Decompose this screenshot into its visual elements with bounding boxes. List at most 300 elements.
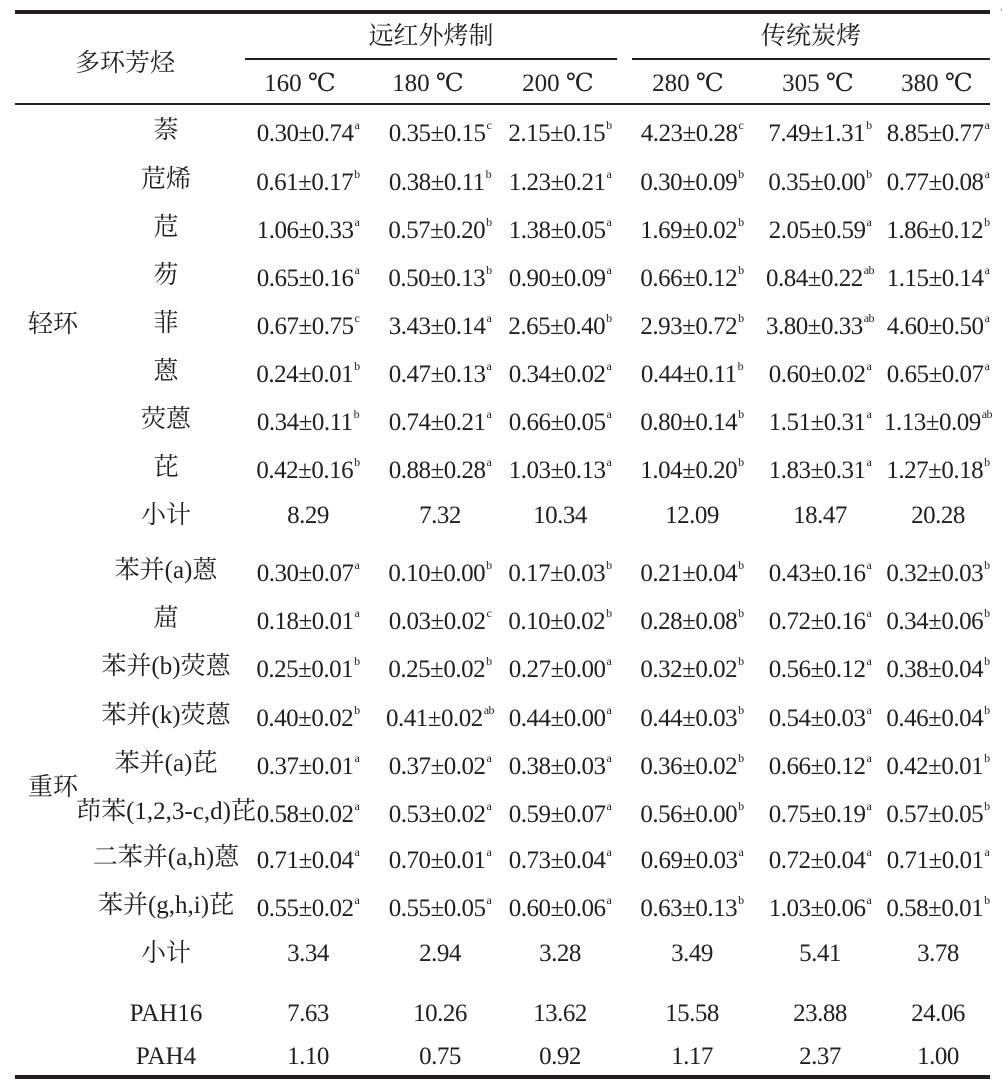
value-cell: [769, 888, 872, 924]
value-cell: [509, 840, 612, 876]
value-text: 0.46±0.04: [886, 705, 984, 733]
row-label: 苯并(a)蒽: [114, 557, 218, 584]
value-cell: [640, 258, 743, 294]
value-text: 1.04±0.20: [640, 457, 738, 485]
value-cell: [257, 601, 360, 637]
significance-letter: a: [606, 844, 612, 859]
significance-letter: c: [354, 310, 360, 325]
value-cell: [766, 258, 874, 294]
value-text: 0.10±0.00: [388, 560, 486, 588]
value-cell: [257, 888, 360, 924]
significance-letter: a: [866, 605, 872, 620]
value-cell: [257, 113, 360, 149]
value-text: 0.35±0.15: [388, 120, 486, 148]
value-cell: [413, 999, 467, 1029]
value-text: 1.69±0.02: [640, 217, 738, 245]
value-cell: [287, 1042, 329, 1072]
significance-letter: b: [486, 653, 492, 668]
section-label-light: 轻环: [27, 311, 79, 338]
value-text: 0.53±0.02: [388, 801, 486, 829]
value-cell: [388, 649, 491, 685]
value-text: 0.21±0.04: [640, 560, 738, 588]
value-text: 20.28: [911, 502, 965, 529]
row-label: 萘: [153, 117, 179, 144]
value-cell: [539, 939, 581, 969]
value-text: 0.75±0.19: [768, 801, 866, 829]
row-label: 小计: [140, 502, 192, 529]
significance-letter: b: [984, 892, 990, 907]
significance-letter: a: [866, 214, 872, 229]
value-cell: [389, 840, 492, 876]
value-text: 4.23±0.28: [640, 120, 738, 148]
value-text: 0.30±0.09: [640, 169, 738, 197]
value-cell: [388, 553, 491, 589]
significance-letter: b: [738, 262, 744, 277]
significance-letter: a: [354, 117, 360, 132]
significance-letter: b: [486, 262, 492, 277]
value-cell: [793, 999, 847, 1029]
value-cell: [533, 501, 587, 531]
value-cell: [640, 210, 743, 246]
row-label: 芘: [153, 454, 179, 481]
bottom-rule: [15, 1075, 990, 1079]
significance-letter: a: [984, 844, 990, 859]
value-text: 0.57±0.20: [388, 217, 486, 245]
value-cell: [769, 553, 872, 589]
value-cell: [508, 553, 611, 589]
value-text: 0.18±0.01: [256, 608, 354, 636]
value-text: 0.56±0.12: [768, 656, 866, 684]
value-cell: [389, 888, 492, 924]
row-label: 苯并(b)荧蒽: [101, 653, 231, 680]
value-cell: [389, 601, 492, 637]
significance-letter: a: [866, 406, 872, 421]
value-cell: [257, 794, 360, 830]
significance-letter: a: [354, 605, 360, 620]
value-cell: [389, 113, 492, 149]
row-label: 蒽: [153, 358, 179, 385]
value-text: 23.88: [793, 1000, 847, 1027]
significance-letter: b: [984, 454, 990, 469]
value-cell: [640, 162, 743, 198]
value-cell: [799, 1042, 841, 1072]
value-text: 12.09: [665, 502, 719, 529]
value-cell: [887, 258, 990, 294]
significance-letter: c: [486, 117, 492, 132]
value-cell: [769, 746, 872, 782]
value-text: 1.23±0.21: [508, 169, 606, 197]
value-cell: [509, 162, 612, 198]
significance-letter: a: [606, 214, 612, 229]
row-label: 苯并(k)荧蒽: [101, 702, 231, 729]
significance-letter: b: [354, 166, 360, 181]
significance-letter: b: [606, 117, 612, 132]
value-text: 0.72±0.16: [768, 608, 866, 636]
significance-letter: b: [354, 454, 360, 469]
row-label: 苯并(g,h,i)芘: [97, 892, 235, 919]
value-cell: [509, 888, 612, 924]
significance-letter: b: [738, 653, 744, 668]
significance-letter: c: [738, 117, 744, 132]
value-cell: [287, 939, 329, 969]
value-text: 0.70±0.01: [388, 847, 486, 875]
significance-letter: ab: [483, 702, 495, 717]
significance-letter: b: [738, 750, 744, 765]
value-cell: [769, 698, 872, 734]
significance-letter: b: [738, 605, 744, 620]
value-cell: [256, 162, 359, 198]
value-cell: [419, 501, 461, 531]
temp-header: 380 ℃: [901, 70, 973, 97]
value-cell: [256, 698, 359, 734]
significance-letter: a: [486, 798, 492, 813]
value-text: 0.25±0.01: [256, 656, 354, 684]
value-cell: [640, 649, 743, 685]
value-cell: [389, 794, 492, 830]
value-cell: [509, 649, 612, 685]
value-text: 0.17±0.03: [508, 560, 606, 588]
value-cell: [509, 794, 612, 830]
value-text: 1.13±0.09: [883, 409, 981, 437]
value-cell: [769, 601, 872, 637]
value-text: 0.40±0.02: [256, 705, 354, 733]
value-text: 0.37±0.01: [256, 753, 354, 781]
value-cell: [256, 649, 359, 685]
value-text: 0.44±0.00: [508, 705, 606, 733]
value-text: 1.03±0.06: [768, 895, 866, 923]
corner-mark: ¸: [999, 0, 1003, 11]
temp-header: 280 ℃: [652, 70, 724, 97]
value-cell: [257, 210, 360, 246]
value-cell: [257, 402, 359, 438]
significance-letter: ab: [863, 310, 875, 325]
value-cell: [640, 888, 743, 924]
row-label: 苊: [153, 214, 179, 241]
value-cell: [640, 794, 743, 830]
significance-letter: b: [866, 117, 872, 132]
group-rule-right: [632, 58, 990, 60]
value-text: 0.63±0.13: [640, 895, 738, 923]
value-text: 1.83±0.31: [768, 457, 866, 485]
significance-letter: a: [866, 358, 872, 373]
value-text: 0.65±0.16: [256, 265, 354, 293]
value-cell: [887, 840, 990, 876]
value-text: 1.86±0.12: [886, 217, 984, 245]
value-cell: [388, 210, 491, 246]
value-text: 8.85±0.77: [886, 120, 984, 148]
significance-letter: a: [606, 750, 612, 765]
significance-letter: a: [606, 653, 612, 668]
value-text: 13.62: [533, 1000, 587, 1027]
value-text: 0.32±0.03: [886, 560, 984, 588]
significance-letter: b: [486, 557, 492, 572]
value-cell: [886, 698, 989, 734]
value-cell: [508, 306, 611, 342]
value-cell: [389, 746, 492, 782]
significance-letter: b: [984, 702, 990, 717]
value-text: 0.30±0.07: [256, 560, 354, 588]
value-text: 0.34±0.06: [886, 608, 984, 636]
value-cell: [766, 306, 874, 342]
significance-letter: a: [606, 166, 612, 181]
significance-letter: a: [486, 750, 492, 765]
value-text: 0.66±0.12: [768, 753, 866, 781]
significance-letter: b: [738, 166, 744, 181]
significance-letter: ab: [863, 262, 875, 277]
value-text: 0.80±0.14: [640, 409, 738, 437]
value-text: 0.57±0.05: [886, 801, 984, 829]
value-cell: [665, 999, 719, 1029]
value-cell: [419, 939, 461, 969]
significance-letter: b: [738, 702, 744, 717]
value-cell: [799, 939, 841, 969]
value-text: 0.42±0.16: [256, 457, 354, 485]
value-cell: [886, 746, 989, 782]
temp-header: 305 ℃: [782, 70, 854, 97]
significance-letter: a: [984, 117, 990, 132]
significance-letter: b: [486, 214, 492, 229]
value-text: 0.88±0.28: [388, 457, 486, 485]
value-cell: [389, 306, 492, 342]
value-cell: [640, 746, 743, 782]
significance-letter: b: [738, 310, 744, 325]
significance-letter: b: [606, 310, 612, 325]
value-text: 3.34: [287, 940, 329, 967]
value-cell: [256, 354, 359, 390]
significance-letter: b: [984, 653, 990, 668]
value-cell: [508, 113, 611, 149]
value-cell: [886, 450, 989, 486]
value-cell: [886, 210, 989, 246]
value-text: 0.38±0.04: [886, 656, 984, 684]
value-cell: [769, 649, 872, 685]
value-cell: [886, 601, 989, 637]
value-cell: [886, 794, 989, 830]
value-cell: [257, 306, 360, 342]
value-text: 2.94: [419, 940, 461, 967]
significance-letter: a: [606, 798, 612, 813]
value-cell: [887, 354, 990, 390]
value-text: 2.37: [799, 1043, 841, 1070]
value-cell: [640, 450, 743, 486]
value-text: 0.92: [539, 1043, 581, 1070]
row-label: 菲: [153, 310, 179, 337]
group-charcoal: 传统炭烤: [760, 23, 862, 50]
header-rule: [15, 103, 990, 105]
significance-letter: a: [486, 358, 492, 373]
significance-letter: b: [738, 214, 744, 229]
significance-letter: a: [606, 262, 612, 277]
temp-header: 160 ℃: [264, 70, 336, 97]
value-text: 0.59±0.07: [508, 801, 606, 829]
value-text: 0.55±0.02: [256, 895, 354, 923]
value-cell: [389, 162, 491, 198]
significance-letter: b: [354, 702, 360, 717]
value-text: 10.26: [413, 1000, 467, 1027]
value-text: 0.65±0.07: [886, 361, 984, 389]
value-cell: [389, 402, 492, 438]
value-cell: [887, 306, 990, 342]
value-text: 0.61±0.17: [256, 169, 354, 197]
value-cell: [911, 999, 965, 1029]
value-text: 0.84±0.22: [765, 265, 863, 293]
value-text: 0.44±0.11: [640, 361, 737, 389]
value-cell: [640, 698, 743, 734]
value-text: 0.58±0.01: [886, 895, 984, 923]
value-text: 0.35±0.00: [768, 169, 866, 197]
value-cell: [257, 746, 360, 782]
significance-letter: b: [738, 557, 744, 572]
value-text: 0.69±0.03: [640, 847, 738, 875]
row-label: 苊烯: [140, 166, 192, 193]
value-text: 1.03±0.13: [508, 457, 606, 485]
significance-letter: a: [486, 454, 492, 469]
value-text: 0.56±0.00: [640, 801, 738, 829]
value-text: 10.34: [533, 502, 587, 529]
value-cell: [884, 402, 992, 438]
value-cell: [769, 840, 872, 876]
significance-letter: ab: [981, 406, 993, 421]
significance-letter: b: [485, 166, 492, 181]
significance-letter: b: [738, 798, 744, 813]
value-cell: [887, 162, 990, 198]
value-text: 0.66±0.12: [640, 265, 738, 293]
value-text: 1.51±0.31: [768, 409, 866, 437]
significance-letter: a: [354, 798, 360, 813]
value-cell: [509, 746, 612, 782]
row-label: 䓛: [153, 605, 179, 632]
value-text: 0.67±0.75: [256, 313, 354, 341]
temp-header: 180 ℃: [392, 70, 464, 97]
significance-letter: a: [866, 454, 872, 469]
value-cell: [640, 306, 743, 342]
significance-letter: a: [486, 892, 492, 907]
value-text: 0.38±0.11: [388, 169, 485, 197]
value-text: 0.55±0.05: [388, 895, 486, 923]
value-cell: [389, 450, 492, 486]
value-text: 0.43±0.16: [768, 560, 866, 588]
significance-letter: a: [354, 557, 360, 572]
value-cell: [641, 354, 743, 390]
value-text: 0.42±0.01: [886, 753, 984, 781]
value-text: 1.38±0.05: [508, 217, 606, 245]
significance-letter: a: [866, 844, 872, 859]
significance-letter: a: [984, 310, 990, 325]
significance-letter: a: [866, 702, 872, 717]
significance-letter: a: [354, 214, 360, 229]
value-cell: [509, 450, 612, 486]
value-text: 0.71±0.04: [256, 847, 354, 875]
value-cell: [641, 840, 744, 876]
significance-letter: a: [486, 844, 492, 859]
value-text: 2.93±0.72: [640, 313, 738, 341]
value-text: 0.60±0.02: [768, 361, 866, 389]
value-text: 0.58±0.02: [256, 801, 354, 829]
significance-letter: a: [606, 406, 612, 421]
significance-letter: b: [737, 358, 744, 373]
value-cell: [665, 501, 719, 531]
value-text: 2.05±0.59: [768, 217, 866, 245]
value-text: 0.10±0.02: [508, 608, 606, 636]
row-label: 芴: [153, 262, 179, 289]
value-text: 1.00: [917, 1043, 959, 1070]
significance-letter: a: [354, 750, 360, 765]
value-text: 0.66±0.05: [508, 409, 606, 437]
significance-letter: b: [984, 798, 990, 813]
value-cell: [386, 698, 494, 734]
significance-letter: a: [866, 653, 872, 668]
value-text: 3.43±0.14: [388, 313, 486, 341]
significance-letter: b: [984, 750, 990, 765]
value-cell: [886, 553, 989, 589]
significance-letter: b: [354, 358, 360, 373]
value-cell: [886, 649, 989, 685]
value-text: 0.24±0.01: [256, 361, 354, 389]
value-text: 4.60±0.50: [886, 313, 984, 341]
value-cell: [509, 402, 612, 438]
value-text: 0.34±0.02: [508, 361, 606, 389]
value-text: 8.29: [287, 502, 329, 529]
significance-letter: b: [606, 605, 612, 620]
significance-letter: b: [984, 605, 990, 620]
value-text: 0.37±0.02: [388, 753, 486, 781]
significance-letter: a: [606, 358, 612, 373]
significance-letter: a: [984, 166, 990, 181]
value-cell: [257, 553, 360, 589]
significance-letter: a: [606, 702, 612, 717]
significance-letter: b: [354, 653, 360, 668]
value-text: 7.32: [419, 502, 461, 529]
significance-letter: b: [984, 557, 990, 572]
row-label: PAH16: [129, 1000, 203, 1027]
value-text: 3.49: [671, 940, 713, 967]
significance-letter: b: [738, 892, 744, 907]
significance-letter: b: [606, 557, 612, 572]
value-text: 24.06: [911, 1000, 965, 1027]
value-cell: [509, 258, 612, 294]
value-cell: [917, 1042, 959, 1072]
value-text: 1.27±0.18: [886, 457, 984, 485]
value-text: 0.60±0.06: [508, 895, 606, 923]
value-text: 15.58: [665, 1000, 719, 1027]
group-rule-left: [245, 58, 617, 60]
value-cell: [509, 210, 612, 246]
value-cell: [671, 939, 713, 969]
significance-letter: a: [866, 557, 872, 572]
value-cell: [257, 258, 360, 294]
significance-letter: b: [353, 406, 360, 421]
significance-letter: a: [866, 798, 872, 813]
value-text: 0.90±0.09: [508, 265, 606, 293]
row-label: PAH4: [135, 1043, 197, 1070]
significance-letter: b: [738, 406, 744, 421]
value-text: 2.65±0.40: [508, 313, 606, 341]
value-text: 1.15±0.14: [886, 265, 984, 293]
significance-letter: a: [984, 358, 990, 373]
value-cell: [769, 402, 872, 438]
value-cell: [641, 113, 744, 149]
value-cell: [256, 450, 359, 486]
significance-letter: a: [354, 844, 360, 859]
value-cell: [640, 553, 743, 589]
value-cell: [768, 113, 871, 149]
value-cell: [917, 939, 959, 969]
value-text: 0.50±0.13: [388, 265, 486, 293]
value-text: 0.30±0.74: [256, 120, 354, 148]
value-text: 0.54±0.03: [768, 705, 866, 733]
group-far-infrared: 远红外烤制: [368, 23, 494, 50]
significance-letter: a: [486, 310, 492, 325]
